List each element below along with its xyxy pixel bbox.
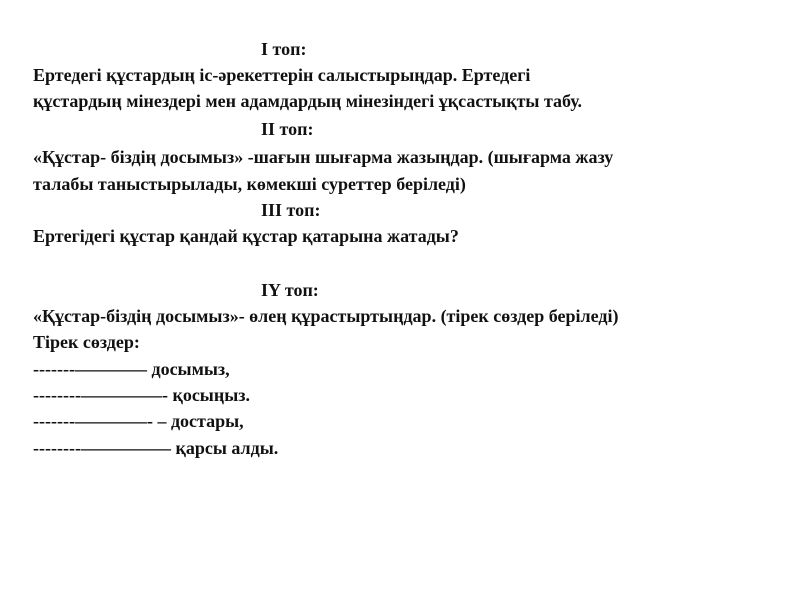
group-4-task-line: «Құстар-біздің досымыз»- өлең құрастыртыңдар. (тірек сөздер беріледі) bbox=[33, 306, 619, 326]
group-2-heading: II топ: bbox=[261, 119, 314, 139]
group-2-task-line: «Құстар- біздің досымыз» -шағын шығарма жазыңдар. (шығарма жазу bbox=[33, 147, 614, 167]
support-words-label: Тірек сөздер: bbox=[33, 332, 140, 352]
group-1-task-line: құстардың мінездері мен адамдардың мінезіндегі ұқсастықты табу. bbox=[33, 91, 583, 111]
fill-in-line: -------––––––––- – достары, bbox=[33, 411, 244, 431]
group-3-task-line: Ертегідегі құстар қандай құстар қатарына жатады? bbox=[33, 226, 459, 246]
fill-in-line: --------–––––––––– қарсы алды. bbox=[33, 438, 279, 458]
group-1-heading: I топ: bbox=[261, 39, 307, 59]
group-4-heading: IY топ: bbox=[261, 280, 319, 300]
fill-in-line: --------–––––––––- қосыңыз. bbox=[33, 385, 251, 405]
fill-in-line: -------–––––––– досымыз, bbox=[33, 359, 230, 379]
group-3-heading: III топ: bbox=[261, 200, 321, 220]
group-2-task-line: талабы таныстырылады, көмекші суреттер беріледі) bbox=[33, 174, 466, 194]
group-1-task-line: Ертедегі құстардың іс-әрекеттерін салыстырыңдар. Ертедегі bbox=[33, 65, 531, 85]
